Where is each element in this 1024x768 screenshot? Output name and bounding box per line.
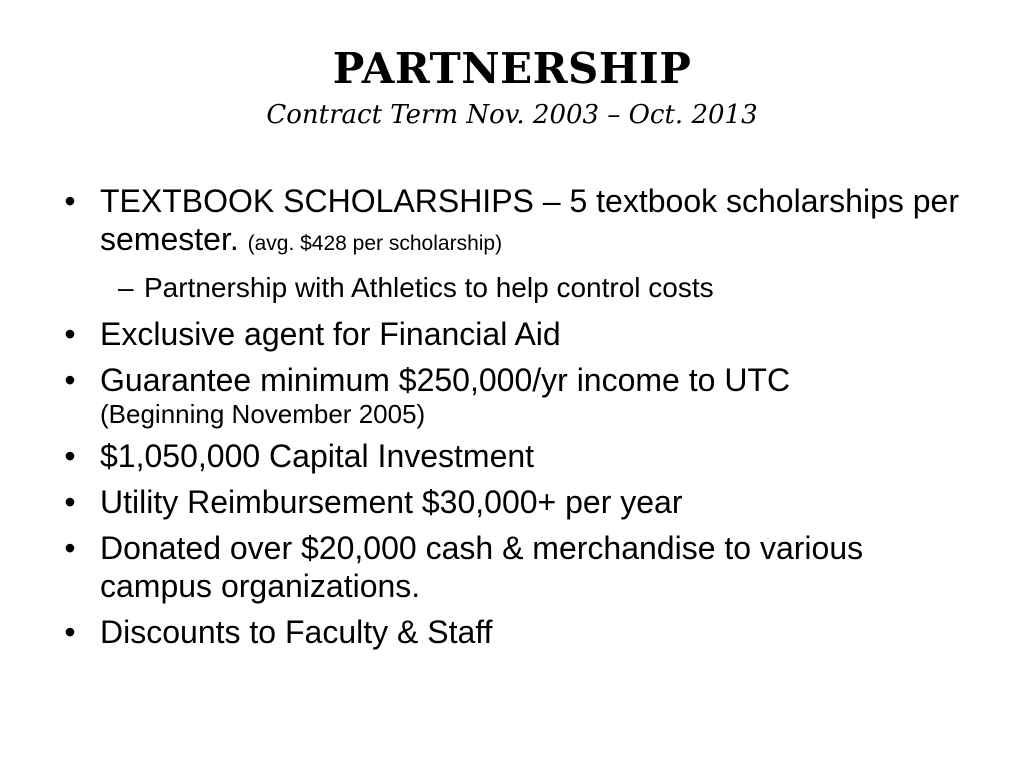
- bullet-icon: •: [64, 484, 76, 520]
- list-item: [60, 361, 980, 429]
- list-item-text: $1,050,000 Capital Investment: [100, 438, 535, 474]
- bullet-icon: •: [64, 316, 76, 352]
- list-item: [60, 613, 980, 651]
- list-item: [60, 315, 980, 353]
- list-item-text: Utility Reimbursement $30,000+ per year: [100, 484, 683, 520]
- bullet-icon: •: [64, 183, 76, 219]
- bullet-icon: •: [64, 614, 76, 650]
- list-item-text: Discounts to Faculty & Staff: [100, 614, 493, 650]
- list-item-text: TEXTBOOK SCHOLARSHIPS – 5 textbook scholarships per semester.: [100, 183, 959, 257]
- title-block: [0, 44, 1024, 132]
- bullet-icon: •: [64, 530, 76, 566]
- slide-title: PARTNERSHIP: [332, 44, 692, 93]
- list-item-text: Exclusive agent for Financial Aid: [100, 316, 561, 352]
- bullet-icon: •: [64, 362, 76, 398]
- list-item-note: (Beginning November 2005): [100, 399, 426, 429]
- bullet-list: [60, 182, 980, 659]
- list-item: [60, 182, 980, 263]
- sub-list-item-text: Partnership with Athletics to help control costs: [144, 272, 714, 303]
- list-item: [60, 437, 980, 475]
- dash-icon: –: [118, 272, 134, 303]
- list-item: [60, 529, 980, 605]
- bullet-icon: •: [64, 438, 76, 474]
- sub-list-item: [60, 271, 980, 305]
- list-item-text: Donated over $20,000 cash & merchandise to various campus organizations.: [100, 530, 864, 604]
- list-item: [60, 483, 980, 521]
- list-item-text: Guarantee minimum $250,000/yr income to UTC: [100, 362, 791, 398]
- list-item-note: (avg. $428 per scholarship): [247, 232, 503, 255]
- slide-subtitle: Contract Term Nov. 2003 – Oct. 2013: [266, 100, 758, 130]
